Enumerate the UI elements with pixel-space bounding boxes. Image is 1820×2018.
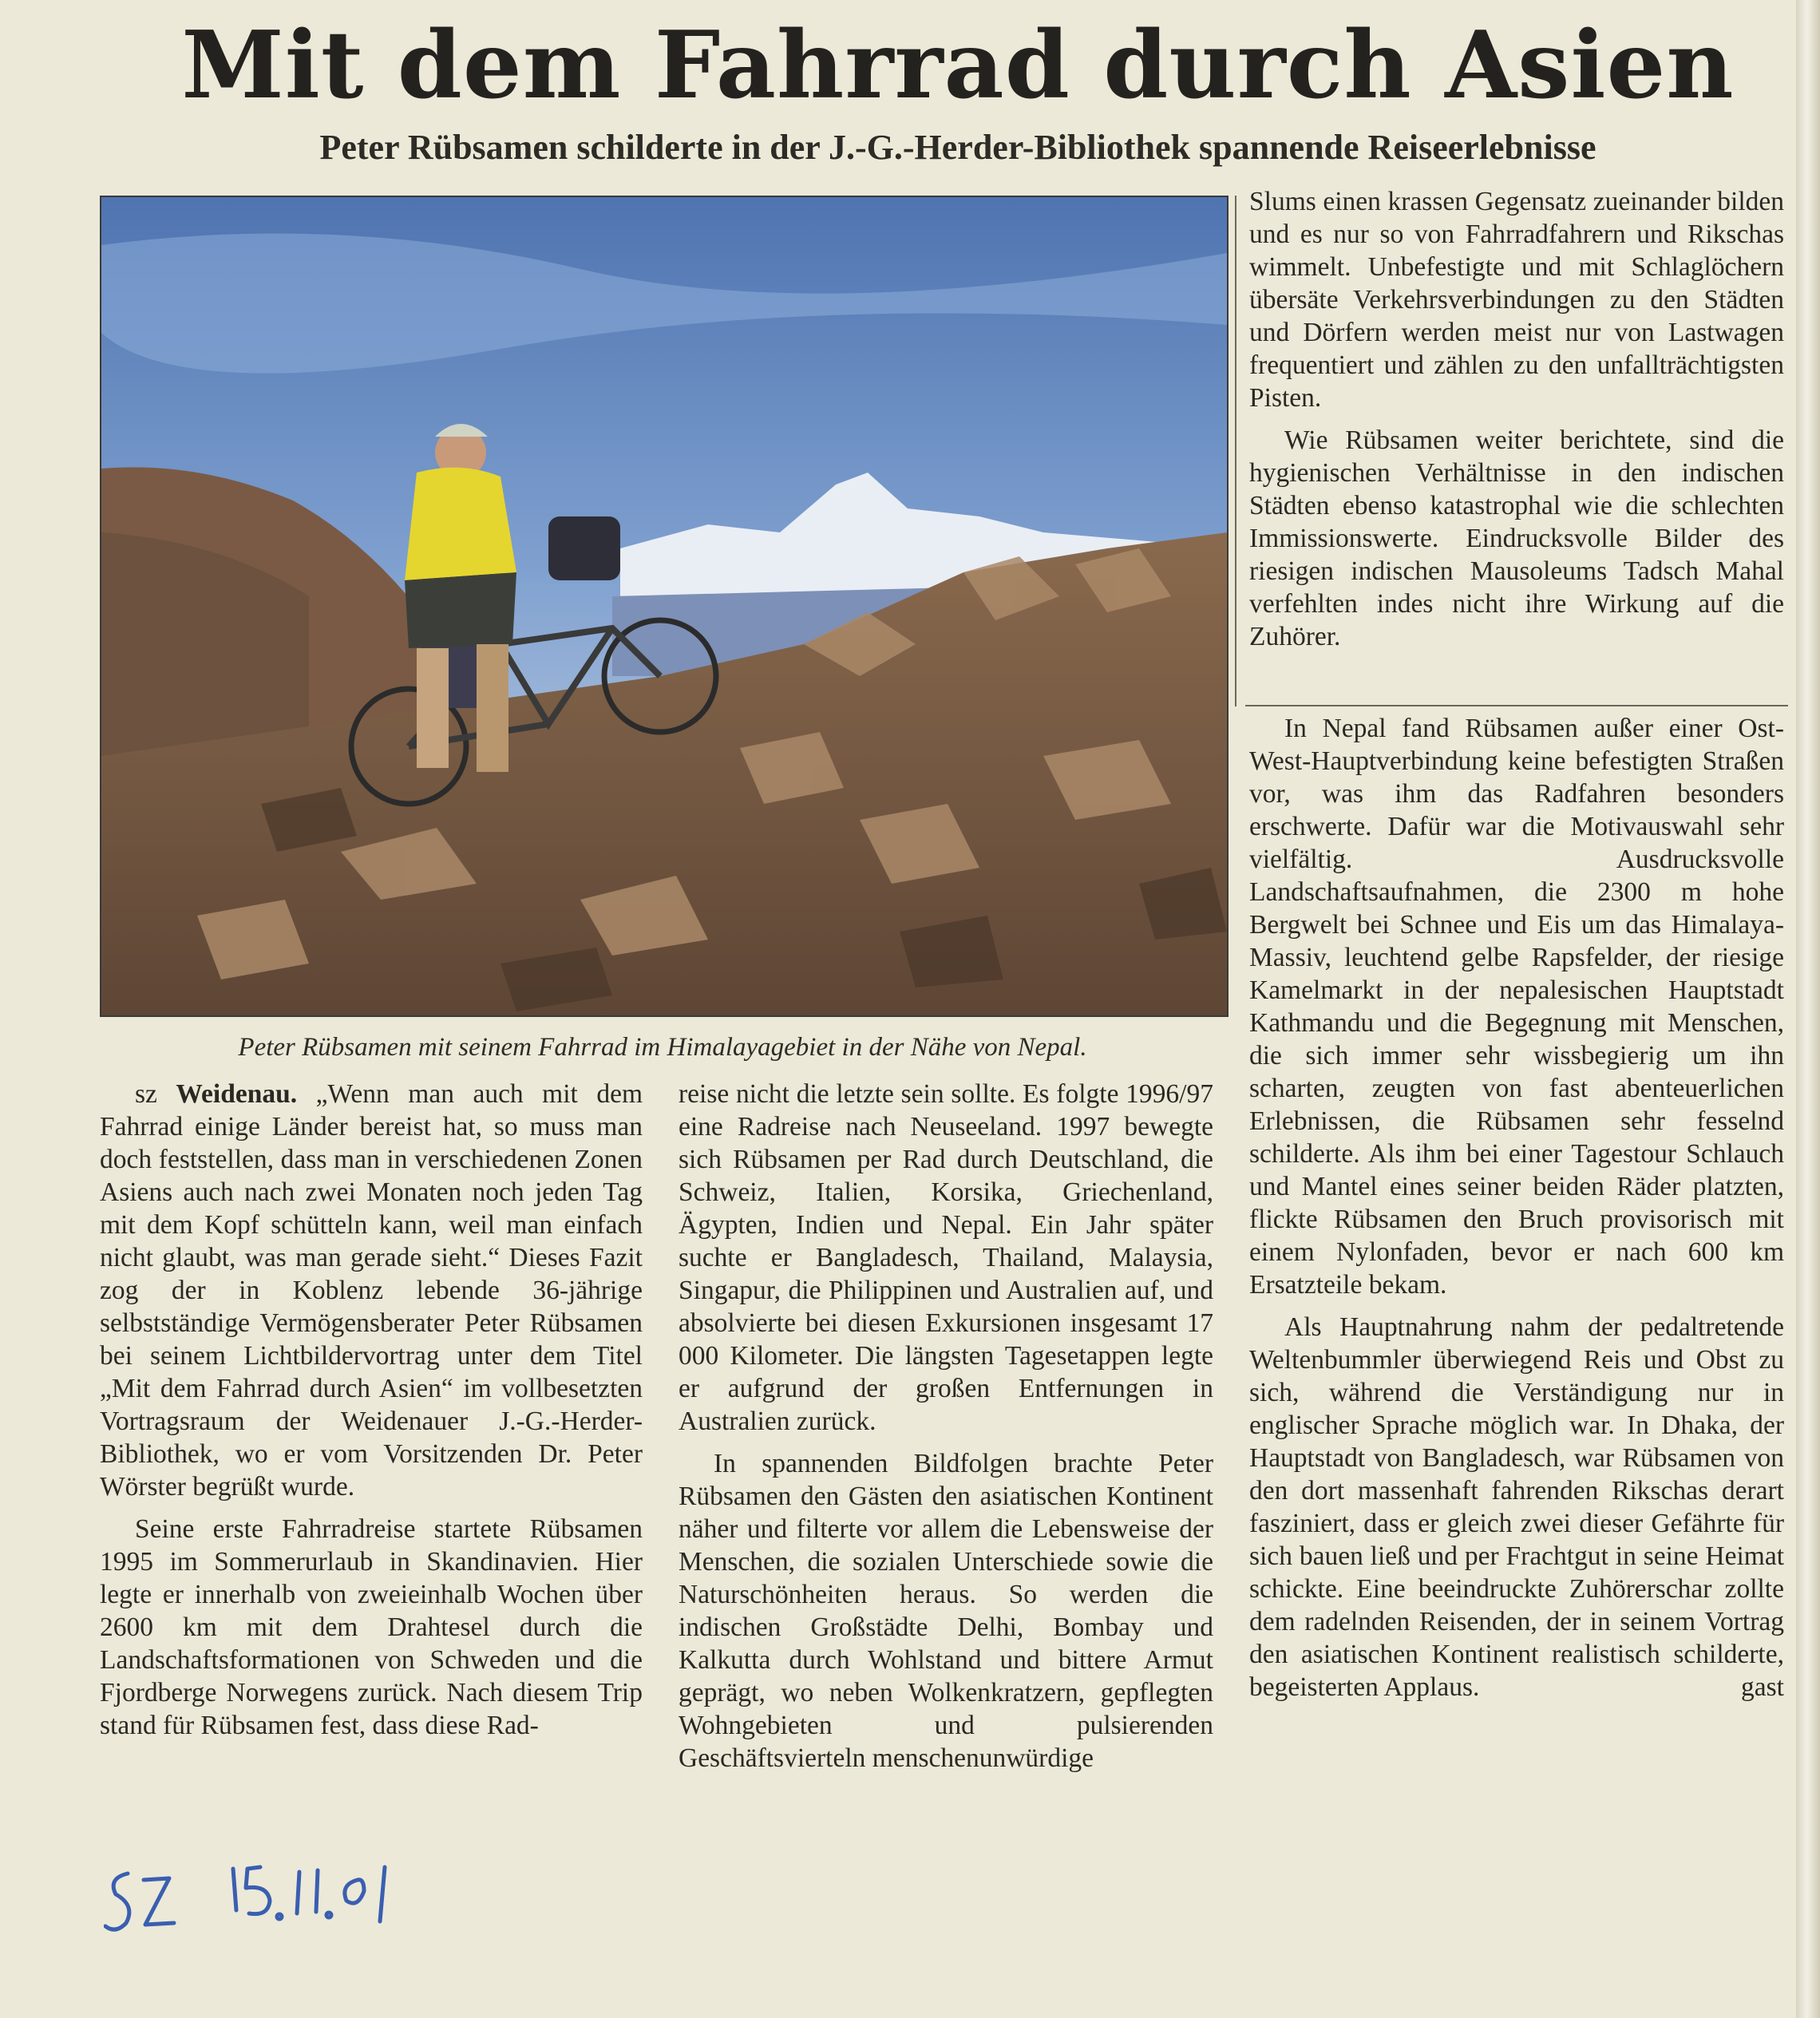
article-column-2: [679, 1078, 1213, 1775]
paper-edge: [1796, 0, 1820, 2018]
paragraph: Seine erste Fahrradreise startete Rübsamen 1995 im Sommerurlaub in Skandinavien. Hier legte er innerhalb von zweieinhalb Wochen über 2600 km mit dem Drahtesel durch die Landschaftsformationen von Schweden und die Fjordberge Norwegens zurück. Nach diesem Trip stand für Rübsamen fest, dass diese Rad-: [100, 1514, 643, 1740]
paragraph: In Nepal fand Rübsamen außer einer Ost-West-Hauptverbindung keine befestigten Straßen vor, was ihm das Radfahren besonders erschwerte. Dafür war die Motivauswahl sehr vielfältig. Ausdrucksvolle Landschaftsaufnahmen, die 2300 m hohe Bergwelt bei Schnee und Eis um das Himalaya-Massiv, leuchtend gelbe Rapsfelder, der riesige Kamelmarkt in der nepalesischen Hauptstadt Kathmandu und die Begegnung mit Menschen, die sich immer sehr wissbegierig um ihn scharten, zeugten von fast abenteuerlichen Erlebnissen, die Rübsamen sehr fesselnd schilderte. Als ihm bei einer Tagestour Schlauch und Mantel eines seiner beiden Räder platzten, flickte Rübsamen den Bruch provisorisch mit einem Nylonfaden, bevor er nach 600 km Ersatzteile bekam.: [1249, 714, 1784, 1300]
author-prefix: sz: [135, 1079, 176, 1109]
cyclist-himalaya-photo: [101, 197, 1227, 1015]
paragraph-text: Als Hauptnahrung nahm der pedaltretende Weltenbummler überwiegend Reis und Obst zu sich, während die Verständigung nur in englischer Sprache möglich war. In Dhaka, der Hauptstadt von Bangladesch, war Rübsamen von den dort massenhaft fahrenden Rikschas derart fasziniert, dass er gleich zwei dieser Gefährte für sich bauen ließ und per Frachtgut in seine Heimat schickte. Eine beeindruckte Zuhörerschar zollte dem radelnden Reisenden, der in seinem Vortrag den asiatischen Kontinent realistisch schilderte, begeisterten Applaus.: [1249, 1312, 1784, 1702]
article-headline: Mit dem Fahrrad durch Asien: [181, 11, 1735, 120]
handwritten-date-note: [104, 1856, 455, 1947]
article-column-3-bottom: [1249, 712, 1784, 1703]
column-rule-vertical: [1235, 196, 1236, 706]
dateline: Weidenau.: [176, 1079, 298, 1109]
article-column-1: [100, 1078, 643, 1742]
paragraph: [100, 1078, 643, 1503]
column-rule-horizontal: [1245, 705, 1788, 706]
paragraph: [1249, 1311, 1784, 1703]
handwritten-note-drawing: [104, 1856, 455, 1944]
photo-caption: Peter Rübsamen mit seinem Fahrrad im Himalayagebiet in der Nähe von Nepal.: [238, 1033, 1087, 1062]
author-signature: gast: [1741, 1672, 1784, 1702]
article-photo: [100, 196, 1228, 1017]
paragraph-text: „Wenn man auch mit dem Fahrrad einige Länder bereist hat, so muss man doch feststellen, dass man in verschiedenen Zonen Asiens auch nach zwei Monaten noch jeden Tag mit dem Kopf schütteln kann, weil man einfach nicht glaubt, was man gerade sieht.“ Dieses Fazit zog der in Koblenz lebende 36-jährige selbstständige Vermögensberater Peter Rübsamen bei seinem Lichtbildervortrag unter dem Titel „Mit dem Fahrrad durch Asien“ im vollbesetzten Vortragsraum der Weidenauer J.-G.-Herder-Bibliothek, wo er vom Vorsitzenden Dr. Peter Wörster begrüßt wurde.: [100, 1079, 643, 1502]
paragraph: reise nicht die letzte sein sollte. Es folgte 1996/97 eine Radreise nach Neuseeland. 1997 bewegte sich Rübsamen per Rad durch Deutschland, die Schweiz, Italien, Korsika, Griechenland, Ägypten, Indien und Nepal. Ein Jahr später suchte er Bangladesch, Thailand, Malaysia, Singapur, die Philippinen und Australien auf, und absolvierte bei diesen Exkursionen insgesamt 17 000 Kilometer. Die längsten Tagesetappen legte er aufgrund der großen Entfernungen in Australien zurück.: [679, 1079, 1213, 1436]
paragraph: Slums einen krassen Gegensatz zueinander bilden und es nur so von Fahrradfahrern und Rikschas wimmelt. Unbefestigte und mit Schlaglöchern übersäte Verkehrsverbindungen zu den Städten und Dörfern werden meist nur von Lastwagen frequentiert und zählen zu den unfallträchtigsten Pisten.: [1249, 187, 1784, 413]
paragraph: Wie Rübsamen weiter berichtete, sind die hygienischen Verhältnisse in den indischen Städten ebenso katastrophal wie die schlechten Immissionswerte. Eindrucksvolle Bilder des riesigen indischen Mausoleums Tadsch Mahal verfehlten indes nicht ihre Wirkung auf die Zuhörer.: [1249, 425, 1784, 651]
article-column-3-top: [1249, 185, 1784, 653]
article-subheadline: Peter Rübsamen schilderte in der J.-G.-Herder-Bibliothek spannende Reiseerlebnisse: [319, 128, 1596, 167]
paragraph: In spannenden Bildfolgen brachte Peter Rübsamen den Gästen den asiatischen Kontinent näher und filterte vor allem die Lebensweise der Menschen, die sozialen Unterschiede sowie die Naturschönheiten heraus. So werden die indischen Großstädte Delhi, Bombay und Kalkutta durch Wohlstand und bittere Armut geprägt, wo neben Wolkenkratzern, gepflegten Wohngebieten und pulsierenden Geschäftsvierteln menschenunwürdige: [679, 1449, 1213, 1773]
